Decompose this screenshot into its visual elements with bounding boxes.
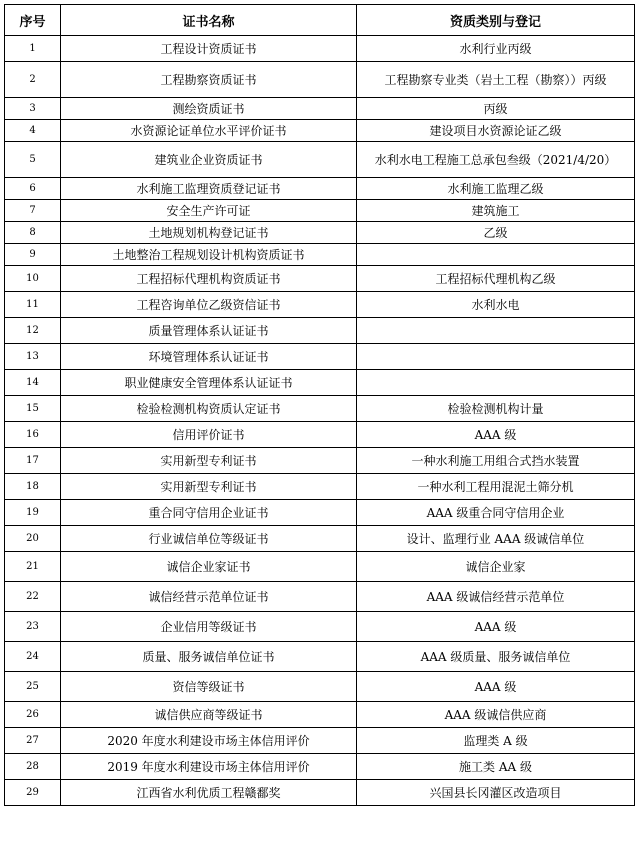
cell-serial-number: 29 (5, 780, 61, 806)
table-row (5, 500, 635, 526)
cell-certificate-name: 企业信用等级证书 (61, 612, 357, 642)
cell-certificate-name: 土地整治工程规划设计机构资质证书 (61, 244, 357, 266)
cell-qualification-grade: AAA 级重合同守信用企业 (357, 500, 635, 526)
table-row (5, 142, 635, 178)
cell-serial-number: 26 (5, 702, 61, 728)
cell-certificate-name: 水资源论证单位水平评价证书 (61, 120, 357, 142)
cell-certificate-name: 质量管理体系认证证书 (61, 318, 357, 344)
table-row (5, 292, 635, 318)
cell-qualification-grade: 兴国县长冈灌区改造项目 (357, 780, 635, 806)
table-row (5, 728, 635, 754)
cell-certificate-name: 重合同守信用企业证书 (61, 500, 357, 526)
cell-serial-number: 1 (5, 36, 61, 62)
cell-serial-number: 13 (5, 344, 61, 370)
cell-qualification-grade: 设计、监理行业 AAA 级诚信单位 (357, 526, 635, 552)
cell-qualification-grade: 一种水利施工用组合式挡水装置 (357, 448, 635, 474)
cell-certificate-name: 测绘资质证书 (61, 98, 357, 120)
cell-qualification-grade (357, 318, 635, 344)
certificate-table (4, 4, 635, 806)
cell-certificate-name: 2019 年度水利建设市场主体信用评价 (61, 754, 357, 780)
cell-qualification-grade: 监理类 A 级 (357, 728, 635, 754)
table-row (5, 702, 635, 728)
cell-certificate-name: 水利施工监理资质登记证书 (61, 178, 357, 200)
cell-qualification-grade: 乙级 (357, 222, 635, 244)
cell-certificate-name: 信用评价证书 (61, 422, 357, 448)
cell-qualification-grade: 丙级 (357, 98, 635, 120)
cell-certificate-name: 职业健康安全管理体系认证证书 (61, 370, 357, 396)
cell-serial-number: 22 (5, 582, 61, 612)
cell-certificate-name: 资信等级证书 (61, 672, 357, 702)
cell-certificate-name: 诚信企业家证书 (61, 552, 357, 582)
cell-qualification-grade: AAA 级诚信经营示范单位 (357, 582, 635, 612)
cell-qualification-grade: AAA 级质量、服务诚信单位 (357, 642, 635, 672)
cell-serial-number: 19 (5, 500, 61, 526)
cell-serial-number: 8 (5, 222, 61, 244)
cell-serial-number: 20 (5, 526, 61, 552)
table-body (5, 36, 635, 806)
cell-serial-number: 18 (5, 474, 61, 500)
table-row (5, 222, 635, 244)
cell-certificate-name: 建筑业企业资质证书 (61, 142, 357, 178)
header-certificate-name: 证书名称 (61, 5, 357, 36)
table-row (5, 396, 635, 422)
cell-serial-number: 5 (5, 142, 61, 178)
cell-serial-number: 15 (5, 396, 61, 422)
cell-qualification-grade: 建筑施工 (357, 200, 635, 222)
table-row (5, 318, 635, 344)
cell-certificate-name: 环境管理体系认证证书 (61, 344, 357, 370)
table-row (5, 370, 635, 396)
cell-serial-number: 9 (5, 244, 61, 266)
table-row (5, 98, 635, 120)
cell-serial-number: 28 (5, 754, 61, 780)
cell-certificate-name: 质量、服务诚信单位证书 (61, 642, 357, 672)
cell-qualification-grade: 施工类 AA 级 (357, 754, 635, 780)
cell-qualification-grade (357, 344, 635, 370)
cell-certificate-name: 实用新型专利证书 (61, 474, 357, 500)
table-row (5, 344, 635, 370)
table-row (5, 62, 635, 98)
table-row (5, 422, 635, 448)
cell-qualification-grade: 一种水利工程用混泥土筛分机 (357, 474, 635, 500)
cell-serial-number: 11 (5, 292, 61, 318)
header-serial-number: 序号 (5, 5, 61, 36)
cell-qualification-grade: AAA 级诚信供应商 (357, 702, 635, 728)
table-row (5, 244, 635, 266)
table-row (5, 672, 635, 702)
table-row (5, 642, 635, 672)
cell-qualification-grade: 诚信企业家 (357, 552, 635, 582)
cell-certificate-name: 安全生产许可证 (61, 200, 357, 222)
table-row (5, 448, 635, 474)
cell-qualification-grade: 检验检测机构计量 (357, 396, 635, 422)
cell-certificate-name: 行业诚信单位等级证书 (61, 526, 357, 552)
cell-certificate-name: 诚信供应商等级证书 (61, 702, 357, 728)
cell-certificate-name: 实用新型专利证书 (61, 448, 357, 474)
cell-qualification-grade: 建设项目水资源论证乙级 (357, 120, 635, 142)
cell-serial-number: 21 (5, 552, 61, 582)
cell-certificate-name: 诚信经营示范单位证书 (61, 582, 357, 612)
cell-certificate-name: 检验检测机构资质认定证书 (61, 396, 357, 422)
cell-serial-number: 16 (5, 422, 61, 448)
table-row (5, 612, 635, 642)
cell-serial-number: 27 (5, 728, 61, 754)
cell-qualification-grade: 工程勘察专业类（岩土工程（勘察））丙级 (357, 62, 635, 98)
table-row (5, 266, 635, 292)
cell-certificate-name: 工程招标代理机构资质证书 (61, 266, 357, 292)
cell-serial-number: 6 (5, 178, 61, 200)
cell-qualification-grade: 水利水电工程施工总承包叁级（2021/4/20） (357, 142, 635, 178)
table-row (5, 552, 635, 582)
table-row (5, 178, 635, 200)
cell-qualification-grade: 水利水电 (357, 292, 635, 318)
table-row (5, 780, 635, 806)
cell-certificate-name: 2020 年度水利建设市场主体信用评价 (61, 728, 357, 754)
cell-serial-number: 10 (5, 266, 61, 292)
table-header-row (5, 5, 635, 36)
cell-qualification-grade: AAA 级 (357, 612, 635, 642)
cell-serial-number: 14 (5, 370, 61, 396)
cell-certificate-name: 工程咨询单位乙级资信证书 (61, 292, 357, 318)
cell-qualification-grade: 水利行业丙级 (357, 36, 635, 62)
cell-serial-number: 2 (5, 62, 61, 98)
table-row (5, 120, 635, 142)
cell-serial-number: 7 (5, 200, 61, 222)
cell-certificate-name: 工程设计资质证书 (61, 36, 357, 62)
cell-serial-number: 3 (5, 98, 61, 120)
cell-qualification-grade: AAA 级 (357, 422, 635, 448)
table-row (5, 36, 635, 62)
cell-qualification-grade (357, 370, 635, 396)
cell-qualification-grade: 工程招标代理机构乙级 (357, 266, 635, 292)
table-row (5, 754, 635, 780)
cell-qualification-grade: AAA 级 (357, 672, 635, 702)
cell-serial-number: 4 (5, 120, 61, 142)
cell-serial-number: 12 (5, 318, 61, 344)
table-row (5, 474, 635, 500)
cell-serial-number: 24 (5, 642, 61, 672)
table-row (5, 582, 635, 612)
table-row (5, 200, 635, 222)
cell-certificate-name: 江西省水利优质工程赣鄱奖 (61, 780, 357, 806)
cell-serial-number: 17 (5, 448, 61, 474)
cell-certificate-name: 工程勘察资质证书 (61, 62, 357, 98)
cell-qualification-grade (357, 244, 635, 266)
header-qualification-grade: 资质类别与登记 (357, 5, 635, 36)
certificate-table-container (4, 4, 634, 806)
table-row (5, 526, 635, 552)
cell-qualification-grade: 水利施工监理乙级 (357, 178, 635, 200)
cell-certificate-name: 土地规划机构登记证书 (61, 222, 357, 244)
cell-serial-number: 25 (5, 672, 61, 702)
cell-serial-number: 23 (5, 612, 61, 642)
